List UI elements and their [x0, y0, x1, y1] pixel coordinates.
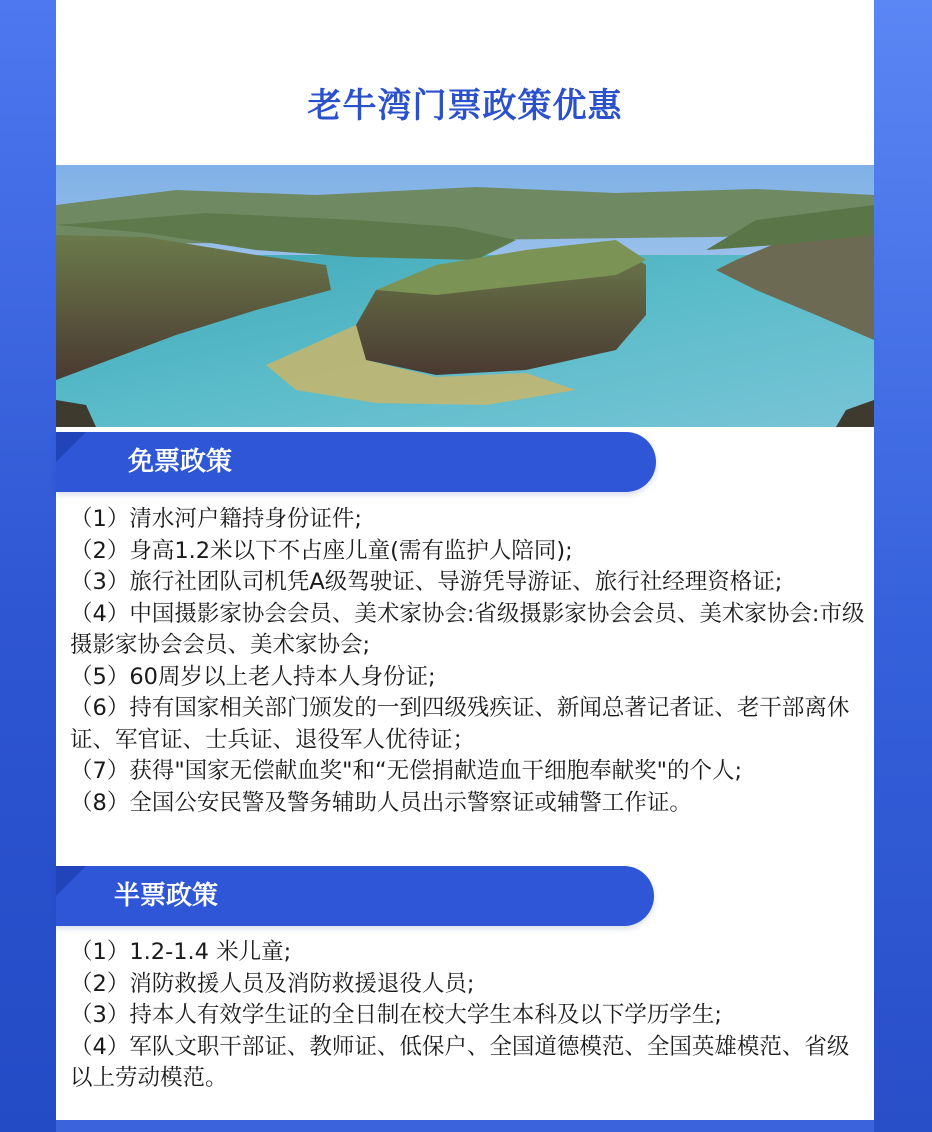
list-item: （3）持本人有效学生证的全日制在校大学生本科及以下学历学生;	[70, 1002, 722, 1028]
list-item: （2）消防救援人员及消防救援退役人员;	[70, 970, 475, 997]
free-ticket-list	[70, 504, 868, 819]
page-title: 老牛湾门票政策优惠	[307, 86, 623, 126]
half-ticket-heading: 半票政策	[114, 881, 219, 911]
landscape-photo	[56, 165, 874, 427]
list-item: （4）军队文职干部证、教师证、低保户、全国道德模范、全国英雄模范、省级以上劳动模范。	[70, 1033, 850, 1091]
list-item: （1）清水河户籍持身份证件;	[70, 506, 362, 532]
list-item: （8）全国公安民警及警务辅助人员出示警察证或辅警工作证。	[70, 789, 692, 816]
list-item: （3）旅行社团队司机凭A级驾驶证、导游凭导游证、旅行社经理资格证;	[70, 569, 783, 595]
half-ticket-list	[70, 937, 868, 1095]
background-stripe-right	[874, 0, 932, 1132]
poster-card	[56, 0, 874, 1120]
list-item: （7）获得"国家无偿献血奖"和“无偿捐献造血干细胞奉献奖"的个人;	[70, 758, 743, 784]
list-item: （2）身高1.2米以下不占座儿童(需有监护人陪同);	[70, 537, 573, 564]
banner-fold-decoration	[56, 866, 86, 896]
list-item: （5）60周岁以上老人持本人身份证;	[70, 663, 436, 690]
free-ticket-heading: 免票政策	[128, 447, 233, 477]
list-item: （4）中国摄影家协会会员、美术家协会:省级摄影家协会会员、美术家协会:市级摄影家协会会员、美术家协会;	[70, 600, 865, 658]
list-item: （1）1.2-1.4 米儿童;	[70, 939, 292, 965]
background-stripe-left	[0, 0, 56, 1132]
banner-fold-decoration	[56, 432, 86, 462]
half-ticket-banner	[56, 866, 654, 926]
list-item: （6）持有国家相关部门颁发的一到四级残疾证、新闻总著记者证、老干部离休证、军官证、士兵证、退役军人优待证；	[70, 695, 850, 753]
free-ticket-banner	[56, 432, 656, 492]
